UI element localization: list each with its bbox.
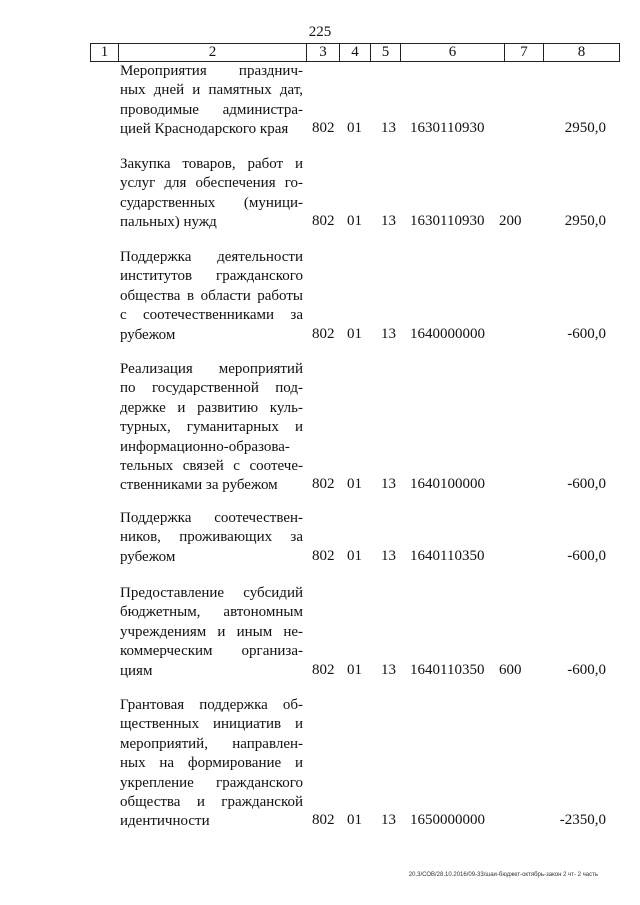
description-line: общества и гражданской (120, 794, 303, 811)
amount-value: 2950,0 (564, 120, 606, 137)
column-number-1: 1 (91, 44, 119, 61)
description-line: Грантовая поддержка об- (120, 697, 303, 713)
row-description (120, 62, 303, 140)
description-line: проводимые администра- (120, 101, 303, 118)
description-line: учреждениям и иным не- (120, 623, 303, 640)
subsection-code: 13 (381, 547, 396, 564)
ministry-code: 802 (312, 120, 335, 137)
ministry-code: 802 (312, 213, 335, 230)
description-line: циям (120, 662, 153, 679)
description-line: Предоставление субсидий (120, 585, 303, 601)
document-footer: 20.3/СОВ/28.10.2016/09-33/шаи-бюджет-октябрь-закон 2 чт- 2 часть (408, 872, 598, 878)
expense-type-code: 600 (499, 661, 522, 678)
description-line: рубежом (120, 326, 176, 343)
column-number-6: 6 (401, 44, 505, 61)
amount-value: 2950,0 (564, 213, 606, 230)
row-description (120, 696, 303, 832)
description-line: мероприятий, направлен- (120, 735, 303, 752)
section-code: 01 (347, 547, 362, 564)
target-article-code: 1630110930 (410, 120, 485, 137)
description-line: сударственных (муници- (120, 194, 303, 211)
section-code: 01 (347, 661, 362, 678)
section-code: 01 (347, 476, 362, 493)
target-article-code: 1650000000 (410, 812, 485, 829)
description-line: бюджетным, автономным (120, 604, 303, 621)
description-line: пальных) нужд (120, 214, 217, 231)
description-line: укрепление гражданского (120, 774, 303, 791)
description-line: ственниками за рубежом (120, 477, 278, 494)
column-number-3: 3 (307, 44, 340, 61)
description-line: общества в области работы (120, 287, 303, 304)
row-description (120, 360, 303, 496)
description-line: Поддержка деятельности (120, 249, 303, 265)
section-code: 01 (347, 120, 362, 137)
description-line: Мероприятия празднич- (120, 63, 303, 79)
amount-value: -600,0 (567, 547, 606, 564)
description-line: ных на формирование и (120, 755, 303, 772)
amount-value: -600,0 (567, 476, 606, 493)
row-description (120, 155, 303, 233)
description-line: услуг для обеспечения го- (120, 175, 303, 192)
column-number-2: 2 (119, 44, 307, 61)
description-line: с соотечественниками за (120, 307, 303, 324)
description-line: Поддержка соотечествен- (120, 510, 303, 526)
target-article-code: 1640000000 (410, 325, 485, 342)
description-line: ных дней и памятных дат, (120, 82, 303, 99)
expense-type-code: 200 (499, 213, 522, 230)
subsection-code: 13 (381, 213, 396, 230)
amount-value: -600,0 (567, 325, 606, 342)
description-line: идентичности (120, 813, 210, 830)
description-line: щественных инициатив и (120, 716, 303, 733)
column-number-4: 4 (340, 44, 371, 61)
page-number: 225 (308, 24, 332, 40)
description-line: турных, гуманитарных и (120, 419, 303, 436)
description-line: Закупка товаров, работ и (120, 156, 303, 172)
column-number-7: 7 (505, 44, 544, 61)
subsection-code: 13 (381, 661, 396, 678)
ministry-code: 802 (312, 476, 335, 493)
amount-value: -2350,0 (559, 812, 606, 829)
table-header-row (90, 43, 620, 62)
ministry-code: 802 (312, 325, 335, 342)
description-line: ников, проживающих за (120, 529, 303, 546)
subsection-code: 13 (381, 120, 396, 137)
description-line: Реализация мероприятий (120, 361, 303, 377)
subsection-code: 13 (381, 476, 396, 493)
description-line: держке и развитию куль- (120, 399, 303, 416)
row-description (120, 584, 303, 681)
subsection-code: 13 (381, 812, 396, 829)
section-code: 01 (347, 325, 362, 342)
column-number-5: 5 (371, 44, 401, 61)
description-line: рубежом (120, 548, 176, 565)
description-line: информационно-образова- (120, 438, 290, 455)
section-code: 01 (347, 812, 362, 829)
target-article-code: 1640110350 (410, 547, 485, 564)
row-description (120, 248, 303, 345)
ministry-code: 802 (312, 547, 335, 564)
target-article-code: 1630110930 (410, 213, 485, 230)
subsection-code: 13 (381, 325, 396, 342)
target-article-code: 1640110350 (410, 661, 485, 678)
ministry-code: 802 (312, 661, 335, 678)
description-line: цией Краснодарского края (120, 121, 289, 138)
target-article-code: 1640100000 (410, 476, 485, 493)
description-line: институтов гражданского (120, 268, 303, 285)
description-line: коммерческим организа- (120, 643, 303, 660)
amount-value: -600,0 (567, 661, 606, 678)
section-code: 01 (347, 213, 362, 230)
ministry-code: 802 (312, 812, 335, 829)
column-number-8: 8 (577, 44, 586, 60)
description-line: тельных связей с соотече- (120, 458, 303, 475)
description-line: по государственной под- (120, 380, 303, 397)
row-description (120, 509, 303, 567)
